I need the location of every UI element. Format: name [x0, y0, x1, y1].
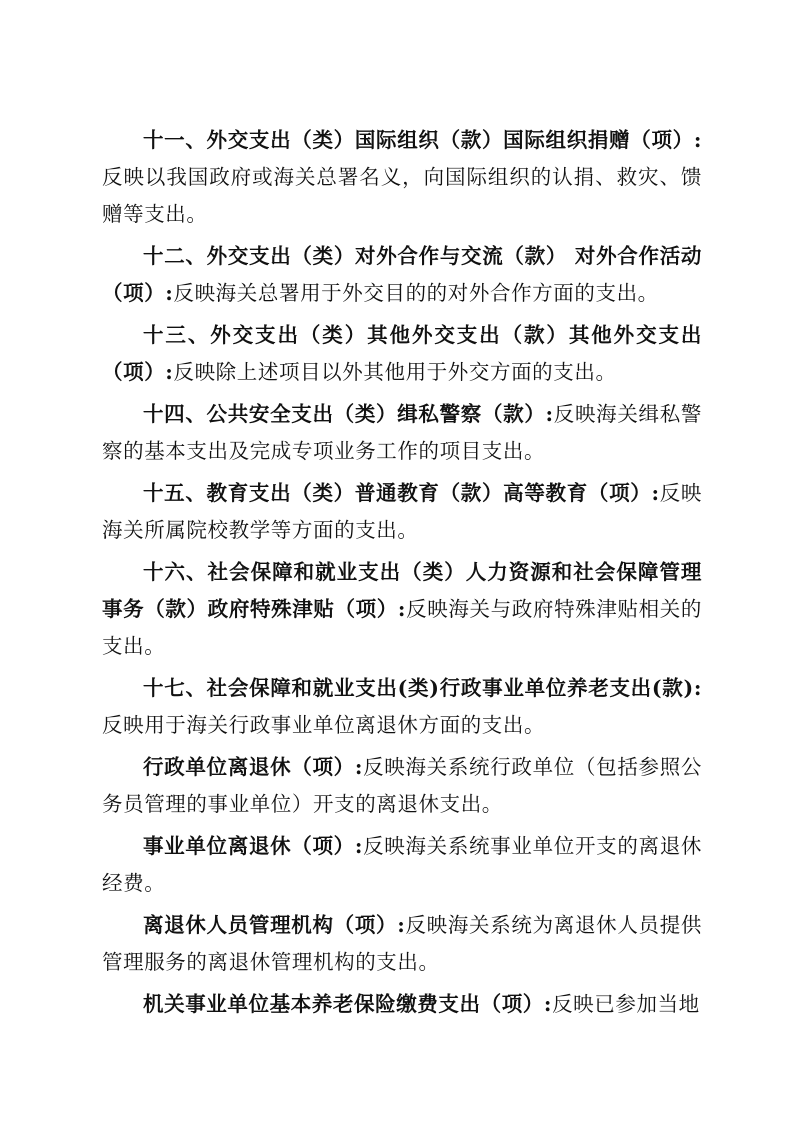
paragraph-heading: 机关事业单位基本养老保险缴费支出（项）:: [143, 992, 553, 1016]
document-page: [102, 122, 702, 1028]
paragraph-text: 反映海关总署用于外交目的的对外合作方面的支出。: [173, 281, 659, 305]
paragraph-text: 反映已参加当地: [552, 992, 700, 1016]
paragraph-heading: 十四、公共安全支出（类）缉私警察（款）:: [143, 402, 554, 426]
paragraph-16: [102, 554, 702, 665]
paragraph-heading: 十七、社会保障和就业支出(类)行政事业单位养老支出(款):: [143, 676, 702, 700]
paragraph-admin-retirement: [102, 749, 702, 823]
paragraph-text: 反映海关缉私警察的基本支出及完成专项业务工作的项目支出。: [102, 402, 702, 463]
paragraph-15: [102, 475, 702, 549]
paragraph-14: [102, 396, 702, 470]
paragraph-13: [102, 317, 702, 391]
paragraph-pension-insurance: [102, 986, 702, 1023]
paragraph-17: [102, 670, 702, 744]
paragraph-heading: 离退休人员管理机构（项）:: [143, 913, 406, 937]
paragraph-text: 反映用于海关行政事业单位离退休方面的支出。: [102, 713, 546, 737]
paragraph-heading: 十二、外交支出（类）对外合作与交流（款） 对外合作活动（项）:: [102, 244, 702, 305]
paragraph-text: 反映以我国政府或海关总署名义，向国际组织的认捐、救灾、馈赠等支出。: [102, 165, 702, 226]
paragraph-text: 反映海关系统事业单位开支的离退休经费。: [102, 834, 702, 895]
paragraph-11: [102, 122, 702, 233]
paragraph-heading: 十五、教育支出（类）普通教育（款）高等教育（项）:: [143, 481, 660, 505]
paragraph-text: 反映海关所属院校教学等方面的支出。: [102, 481, 702, 542]
paragraph-institution-retirement: [102, 828, 702, 902]
paragraph-12: [102, 238, 702, 312]
paragraph-heading: 事业单位离退休（项）:: [143, 834, 364, 858]
paragraph-heading: 行政单位离退休（项）:: [143, 755, 364, 779]
paragraph-text: 反映除上述项目以外其他用于外交方面的支出。: [173, 360, 617, 384]
paragraph-text: 反映海关系统行政单位（包括参照公务员管理的事业单位）开支的离退休支出。: [102, 755, 702, 816]
paragraph-heading: 十三、外交支出（类）其他外交支出（款）其他外交支出（项）:: [102, 323, 702, 384]
paragraph-heading: 十一、外交支出（类）国际组织（款）国际组织捐赠（项）:: [143, 128, 702, 152]
paragraph-text: 反映海关与政府特殊津贴相关的支出。: [102, 597, 702, 658]
paragraph-retiree-management: [102, 907, 702, 981]
paragraph-text: 反映海关系统为离退休人员提供管理服务的离退休管理机构的支出。: [102, 913, 702, 974]
paragraph-heading: 十六、社会保障和就业支出（类）人力资源和社会保障管理事务（款）政府特殊津贴（项）:: [102, 560, 702, 621]
